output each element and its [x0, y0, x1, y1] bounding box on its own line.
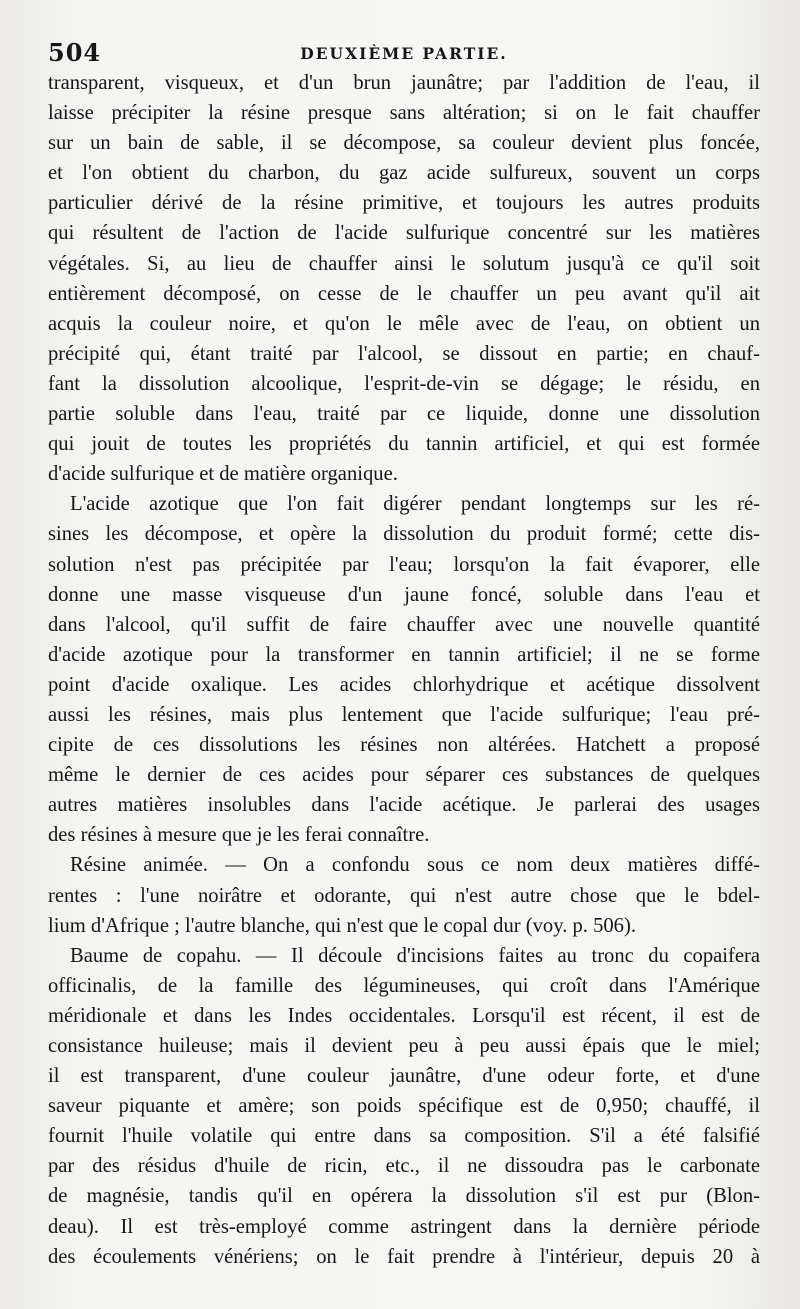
text-line: point d'acide oxalique. Les acides chlorhydrique et acétique dissolvent	[48, 673, 760, 696]
text-line: cipite de ces dissolutions les résines non altérées. Hatchett a proposé	[48, 734, 760, 757]
text-line: fant la dissolution alcoolique, l'esprit-de-vin se dégage; le résidu, en	[48, 372, 760, 395]
text-line: par des résidus d'huile de ricin, etc., il ne dissoudra pas le carbonate	[48, 1155, 760, 1178]
text-line: donne une masse visqueuse d'un jaune foncé, soluble dans l'eau et	[48, 583, 760, 606]
text-line: des résines à mesure que je les ferai connaître.	[48, 824, 430, 847]
text-line: d'acide azotique pour la transformer en tannin artificiel; il ne se forme	[48, 643, 760, 666]
text-line: saveur piquante et amère; son poids spécifique est de 0,950; chauffé, il	[48, 1095, 760, 1118]
text-line: solution n'est pas précipitée par l'eau; lorsqu'on la fait évaporer, elle	[48, 553, 760, 576]
page-number: 504	[48, 38, 102, 67]
text-line: même le dernier de ces acides pour séparer ces substances de quelques	[48, 764, 760, 787]
text-line: particulier dérivé de la résine primitive, et toujours les autres produits	[48, 192, 760, 215]
text-line: précipité qui, étant traité par l'alcool, se dissout en partie; en chauf-	[48, 342, 760, 365]
text-line: végétales. Si, au lieu de chauffer ainsi le solutum jusqu'à ce qu'il soit	[48, 252, 760, 275]
text-line: des écoulements vénériens; on le fait prendre à l'intérieur, depuis 20 à	[48, 1245, 760, 1268]
text-line: acquis la couleur noire, et qu'on le mêle avec de l'eau, on obtient un	[48, 312, 760, 335]
text-line: L'acide azotique que l'on fait digérer pendant longtemps sur les ré-	[70, 493, 760, 516]
text-line: qui résultent de l'action de l'acide sulfurique concentré sur les matières	[48, 222, 760, 245]
text-line: entièrement décomposé, on cesse de le chauffer un peu avant qu'il ait	[48, 282, 760, 305]
text-line: lium d'Afrique ; l'autre blanche, qui n'est que le copal dur (voy. p. 506).	[48, 914, 636, 937]
text-line: sur un bain de sable, il se décompose, sa couleur devient plus foncée,	[48, 132, 760, 155]
text-line: laisse précipiter la résine presque sans altération; si on le fait chauffer	[48, 102, 760, 125]
text-line: deau). Il est très-employé comme astringent dans la dernière période	[48, 1215, 760, 1238]
text-line: officinalis, de la famille des légumineuses, qui croît dans l'Amérique	[48, 974, 760, 997]
text-line: d'acide sulfurique et de matière organique.	[48, 463, 398, 486]
text-line: il est transparent, d'une couleur jaunâtre, d'une odeur forte, et d'une	[48, 1065, 760, 1088]
text-line: sines les décompose, et opère la dissolution du produit formé; cette dis-	[48, 523, 760, 546]
text-line: dans l'alcool, qu'il suffit de faire chauffer avec une nouvelle quantité	[48, 613, 760, 636]
text-line: de magnésie, tandis qu'il en opérera la dissolution s'il est pur (Blon-	[48, 1185, 760, 1208]
text-line: aussi les résines, mais plus lentement que l'acide sulfurique; l'eau pré-	[48, 703, 760, 726]
text-line: Résine animée. — On a confondu sous ce nom deux matières diffé-	[70, 854, 760, 877]
body-text	[48, 68, 760, 1272]
text-line: transparent, visqueux, et d'un brun jaunâtre; par l'addition de l'eau, il	[48, 72, 760, 94]
text-line: et l'on obtient du charbon, du gaz acide sulfureux, souvent un corps	[48, 162, 760, 185]
text-line: fournit l'huile volatile qui entre dans sa composition. S'il a été falsifié	[48, 1125, 760, 1148]
text-line: partie soluble dans l'eau, traité par ce liquide, donne une dissolution	[48, 403, 760, 426]
text-line: autres matières insolubles dans l'acide acétique. Je parlerai des usages	[48, 794, 760, 817]
page-header	[48, 32, 760, 68]
text-line: méridionale et dans les Indes occidentales. Lorsqu'il est récent, il est de	[48, 1004, 760, 1027]
running-head: DEUXIÈME PARTIE.	[300, 44, 508, 63]
text-line: consistance huileuse; mais il devient peu à peu aussi épais que le miel;	[48, 1035, 760, 1057]
text-line: qui jouit de toutes les propriétés du tannin artificiel, et qui est formée	[48, 433, 760, 456]
text-line: Baume de copahu. — Il découle d'incisions faites au tronc du copaifera	[70, 944, 760, 967]
text-line: rentes : l'une noirâtre et odorante, qui n'est autre chose que le bdel-	[48, 884, 760, 907]
